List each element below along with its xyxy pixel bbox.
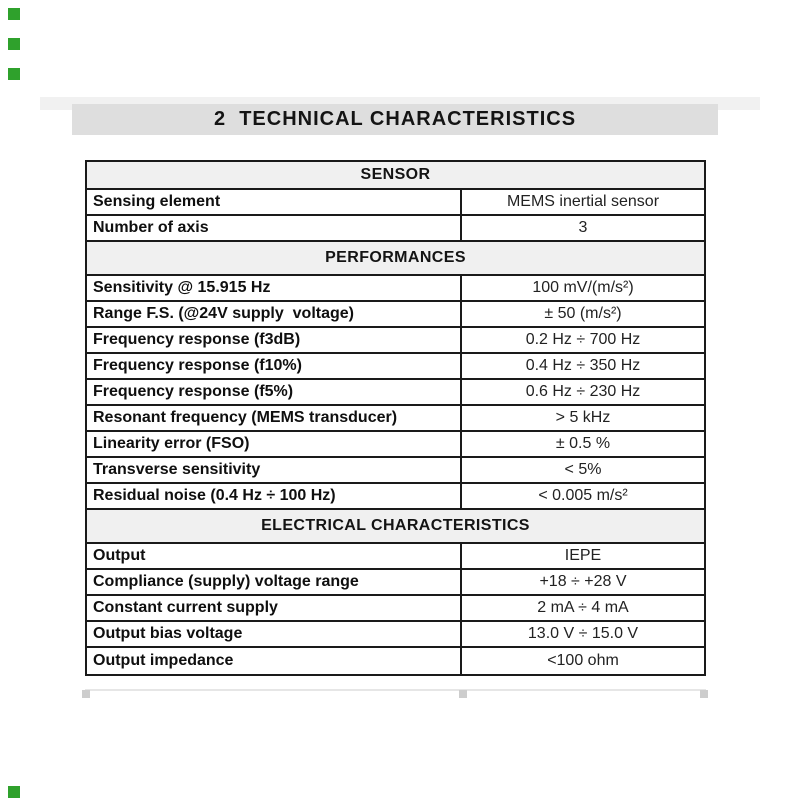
spec-label: Sensitivity @ 15.915 Hz	[87, 276, 462, 300]
section-title: 2 TECHNICAL CHARACTERISTICS	[72, 104, 718, 135]
table-continuation-line	[85, 689, 706, 691]
spec-value: IEPE	[564, 547, 602, 564]
spec-label: Number of axis	[87, 216, 462, 240]
table-row	[87, 544, 704, 570]
spec-label: Compliance (supply) voltage range	[87, 570, 462, 594]
spec-value: <100 ohm	[547, 652, 619, 669]
table-row	[87, 484, 704, 510]
spec-value: 13.0 V ÷ 15.0 V	[527, 625, 639, 642]
section-header-label: ELECTRICAL CHARACTERISTICS	[261, 517, 530, 534]
spec-value: 0.6 Hz ÷ 230 Hz	[525, 383, 641, 400]
spec-value: 2 mA ÷ 4 mA	[537, 599, 629, 616]
spec-value: 0.4 Hz ÷ 350 Hz	[525, 357, 641, 374]
spec-value: > 5 kHz	[555, 409, 611, 426]
border-stub-middle	[459, 690, 467, 698]
green-marker	[8, 68, 20, 80]
spec-label: Resonant frequency (MEMS transducer)	[87, 406, 462, 430]
table-row	[87, 276, 704, 302]
table-row	[87, 302, 704, 328]
table-row	[87, 354, 704, 380]
spec-label: Constant current supply	[87, 596, 462, 620]
spec-label: Output impedance	[87, 648, 462, 674]
spec-label: Linearity error (FSO)	[87, 432, 462, 456]
section-header-electrical	[87, 510, 704, 544]
border-stub-left	[82, 690, 90, 698]
spec-value: 0.2 Hz ÷ 700 Hz	[525, 331, 641, 348]
technical-characteristics-table	[85, 160, 706, 676]
spec-value: 100 mV/(m/s²)	[532, 279, 634, 296]
spec-label: Sensing element	[87, 190, 462, 214]
table-row	[87, 406, 704, 432]
spec-label: Frequency response (f3dB)	[87, 328, 462, 352]
table-row	[87, 596, 704, 622]
spec-label: Residual noise (0.4 Hz ÷ 100 Hz)	[87, 484, 462, 508]
spec-value: ± 0.5 %	[555, 435, 611, 452]
spec-value: < 0.005 m/s²	[538, 487, 628, 504]
spec-value: 3	[578, 219, 588, 236]
green-marker	[8, 38, 20, 50]
table-row	[87, 432, 704, 458]
spec-label: Output	[87, 544, 462, 568]
section-header-label: SENSOR	[360, 166, 431, 183]
spec-value: +18 ÷ +28 V	[539, 573, 627, 590]
table-row	[87, 570, 704, 596]
table-row	[87, 216, 704, 242]
spec-label: Output bias voltage	[87, 622, 462, 646]
border-stub-right	[700, 690, 708, 698]
section-header-sensor	[87, 162, 704, 190]
spec-label: Range F.S. (@24V supply voltage)	[87, 302, 462, 326]
section-header-performances	[87, 242, 704, 276]
spec-label: Transverse sensitivity	[87, 458, 462, 482]
green-marker	[8, 786, 20, 798]
table-row	[87, 328, 704, 354]
spec-value: MEMS inertial sensor	[506, 193, 660, 210]
green-marker	[8, 8, 20, 20]
spec-value: < 5%	[564, 461, 602, 478]
spec-label: Frequency response (f10%)	[87, 354, 462, 378]
spec-label: Frequency response (f5%)	[87, 380, 462, 404]
table-row	[87, 190, 704, 216]
table-row	[87, 458, 704, 484]
table-row	[87, 380, 704, 406]
section-header-label: PERFORMANCES	[325, 249, 466, 266]
spec-value: ± 50 (m/s²)	[544, 305, 622, 322]
table-row	[87, 622, 704, 648]
table-row	[87, 648, 704, 674]
